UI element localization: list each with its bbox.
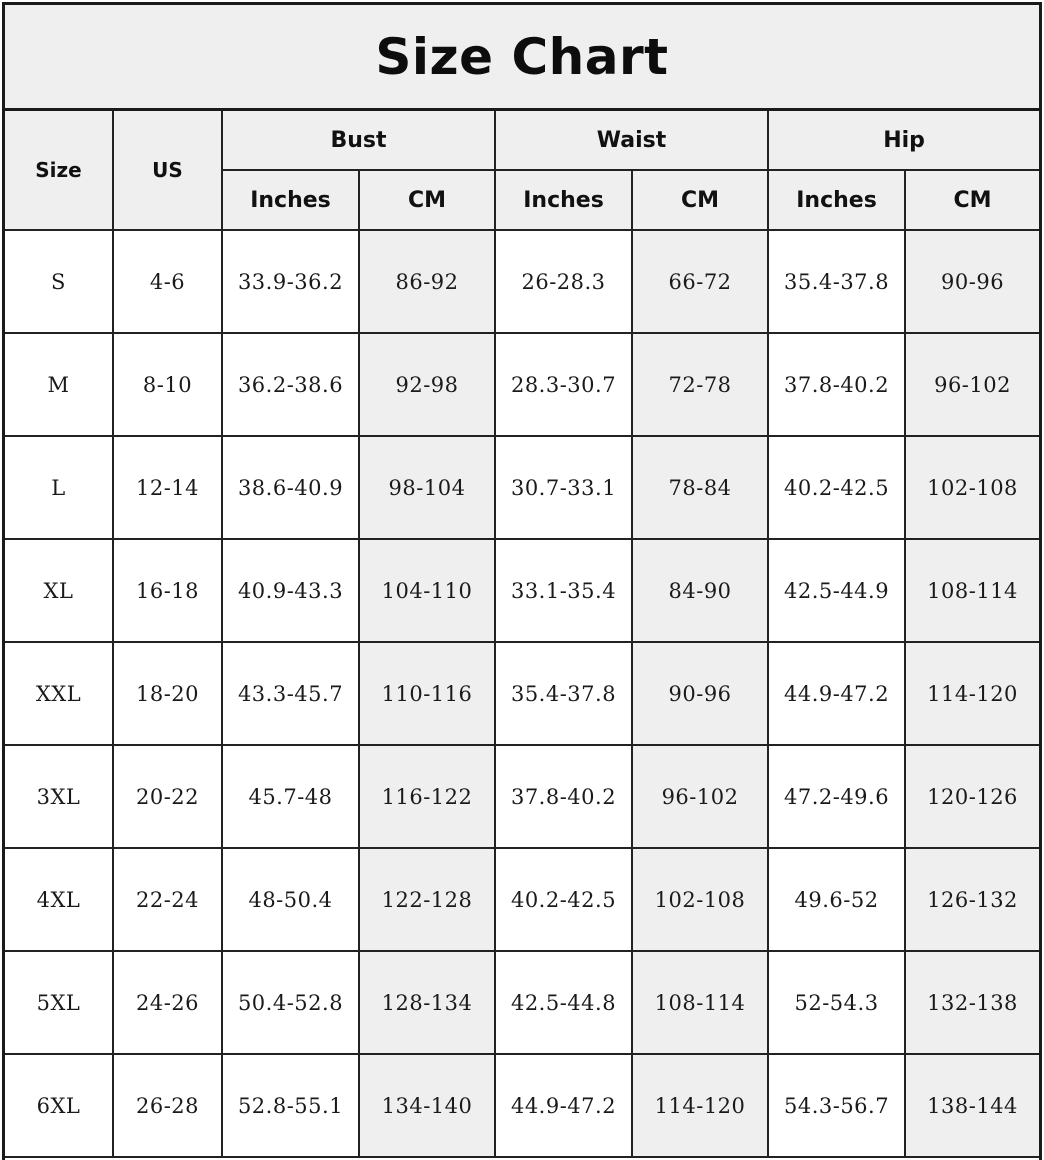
cell-us: 16-18 [113, 539, 222, 642]
cell-size: 5XL [5, 951, 113, 1054]
cell-waist-inches: 28.3-30.7 [495, 333, 632, 436]
table-row [5, 436, 1039, 539]
cell-hip-inches: 47.2-49.6 [768, 745, 905, 848]
cell-hip-cm: 114-120 [905, 642, 1039, 745]
cell-hip-cm: 90-96 [905, 230, 1039, 333]
cell-us: 22-24 [113, 848, 222, 951]
cell-hip-cm: 96-102 [905, 333, 1039, 436]
cell-us: 24-26 [113, 951, 222, 1054]
cell-hip-inches: 35.4-37.8 [768, 230, 905, 333]
cell-size: XL [5, 539, 113, 642]
cell-bust-inches: 52.8-55.1 [222, 1054, 359, 1157]
cell-bust-cm: 92-98 [359, 333, 495, 436]
cell-size: 6XL [5, 1054, 113, 1157]
column-header-us: US [113, 111, 222, 230]
cell-bust-inches: 43.3-45.7 [222, 642, 359, 745]
cell-waist-inches: 35.4-37.8 [495, 642, 632, 745]
size-table [5, 111, 1039, 1158]
table-row [5, 848, 1039, 951]
cell-bust-inches: 48-50.4 [222, 848, 359, 951]
cell-size: S [5, 230, 113, 333]
cell-waist-inches: 40.2-42.5 [495, 848, 632, 951]
page-title: Size Chart [375, 27, 669, 86]
table-row [5, 539, 1039, 642]
cell-hip-inches: 42.5-44.9 [768, 539, 905, 642]
cell-size: M [5, 333, 113, 436]
cell-bust-inches: 36.2-38.6 [222, 333, 359, 436]
cell-bust-inches: 50.4-52.8 [222, 951, 359, 1054]
column-header-hip-cm: CM [905, 170, 1039, 230]
cell-hip-cm: 102-108 [905, 436, 1039, 539]
cell-us: 8-10 [113, 333, 222, 436]
column-group-hip: Hip [768, 111, 1039, 170]
cell-bust-cm: 116-122 [359, 745, 495, 848]
cell-hip-cm: 138-144 [905, 1054, 1039, 1157]
table-row [5, 951, 1039, 1054]
table-row [5, 1054, 1039, 1157]
cell-waist-cm: 90-96 [632, 642, 768, 745]
cell-us: 18-20 [113, 642, 222, 745]
cell-bust-cm: 110-116 [359, 642, 495, 745]
column-header-hip-inches: Inches [768, 170, 905, 230]
cell-hip-cm: 108-114 [905, 539, 1039, 642]
cell-hip-cm: 120-126 [905, 745, 1039, 848]
cell-bust-inches: 38.6-40.9 [222, 436, 359, 539]
cell-hip-cm: 126-132 [905, 848, 1039, 951]
cell-waist-cm: 78-84 [632, 436, 768, 539]
cell-hip-inches: 44.9-47.2 [768, 642, 905, 745]
cell-hip-inches: 40.2-42.5 [768, 436, 905, 539]
cell-bust-cm: 98-104 [359, 436, 495, 539]
cell-bust-inches: 40.9-43.3 [222, 539, 359, 642]
column-group-bust: Bust [222, 111, 495, 170]
table-body [5, 230, 1039, 1157]
cell-waist-inches: 42.5-44.8 [495, 951, 632, 1054]
cell-size: XXL [5, 642, 113, 745]
cell-waist-cm: 102-108 [632, 848, 768, 951]
cell-hip-inches: 54.3-56.7 [768, 1054, 905, 1157]
title-bar [5, 5, 1039, 111]
cell-waist-inches: 26-28.3 [495, 230, 632, 333]
table-row [5, 745, 1039, 848]
cell-size: 3XL [5, 745, 113, 848]
column-header-size: Size [5, 111, 113, 230]
column-header-bust-inches: Inches [222, 170, 359, 230]
cell-waist-inches: 37.8-40.2 [495, 745, 632, 848]
cell-waist-inches: 33.1-35.4 [495, 539, 632, 642]
table-row [5, 230, 1039, 333]
cell-hip-inches: 52-54.3 [768, 951, 905, 1054]
cell-waist-cm: 84-90 [632, 539, 768, 642]
cell-us: 26-28 [113, 1054, 222, 1157]
column-group-waist: Waist [495, 111, 768, 170]
size-chart [2, 2, 1042, 1160]
cell-size: L [5, 436, 113, 539]
cell-bust-cm: 86-92 [359, 230, 495, 333]
column-header-waist-cm: CM [632, 170, 768, 230]
cell-bust-cm: 122-128 [359, 848, 495, 951]
cell-size: 4XL [5, 848, 113, 951]
cell-hip-cm: 132-138 [905, 951, 1039, 1054]
cell-waist-inches: 30.7-33.1 [495, 436, 632, 539]
cell-bust-cm: 104-110 [359, 539, 495, 642]
column-header-bust-cm: CM [359, 170, 495, 230]
cell-us: 4-6 [113, 230, 222, 333]
cell-waist-cm: 96-102 [632, 745, 768, 848]
cell-hip-inches: 49.6-52 [768, 848, 905, 951]
cell-bust-cm: 128-134 [359, 951, 495, 1054]
cell-bust-inches: 45.7-48 [222, 745, 359, 848]
cell-waist-cm: 72-78 [632, 333, 768, 436]
cell-bust-cm: 134-140 [359, 1054, 495, 1157]
cell-bust-inches: 33.9-36.2 [222, 230, 359, 333]
cell-waist-inches: 44.9-47.2 [495, 1054, 632, 1157]
cell-us: 20-22 [113, 745, 222, 848]
cell-waist-cm: 108-114 [632, 951, 768, 1054]
table-row [5, 333, 1039, 436]
cell-waist-cm: 114-120 [632, 1054, 768, 1157]
cell-us: 12-14 [113, 436, 222, 539]
table-row [5, 642, 1039, 745]
cell-hip-inches: 37.8-40.2 [768, 333, 905, 436]
column-header-waist-inches: Inches [495, 170, 632, 230]
header-row-groups [5, 111, 1039, 170]
cell-waist-cm: 66-72 [632, 230, 768, 333]
